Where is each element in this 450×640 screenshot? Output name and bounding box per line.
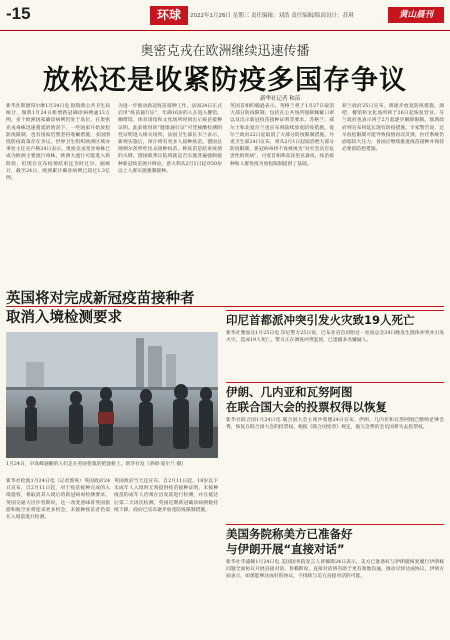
- indonesia-body: 新华社雅加达1月25日电 印尼警方25日说，巴布亚省首府附近一处夜总会24日晚发生群体冲突并引发火灾，造成19人死亡。警方正在调查冲突起因，已逮捕多名嫌疑人。: [226, 331, 444, 344]
- us-headline-line-2: 与伊朗开展“直接对话”: [226, 542, 345, 556]
- lead-byline: 新华社记者 和苗: [260, 96, 301, 102]
- lead-column-2: 为进一步推动新冠疫苗接种工作，法国24日正式启用“疫苗通行证”，年满16岁的人在进入餐馆、咖啡馆、体育场馆和文化场所时须出示疫苗接种证明。此前使用的“健康通行证”可凭核酸检测阴性证明进入相关场所。法国卫生部长韦兰表示，新规实施后，预计将有更多人接种疫苗。德国总理朔尔茨呼吁民众接种疫苗，称疫苗是结束疫情的关键。德国联邦议院将就是否实施普遍强制接种新冠疫苗展开辩论。意大利从2月1日起对50岁以上人群实施强制接种。: [118, 104, 222, 174]
- uk-headline-line-2: 取消入境检测要求: [6, 310, 122, 326]
- photo-caption: 1月24日，早高峰通勤的人们走在英国伦敦的伦敦桥上。新华社发（蒂姆·爱尔兰 摄）: [6, 462, 187, 467]
- us-body: 新华社华盛顿1月24日电 美国国务院发言人普赖斯24日表示，美方已准备好与伊朗就恢复履行伊朗核问题全面协议开展直接对话。普赖斯说，直接对话将有助于更有效地沟通，推动尽快达成协议。伊朗方面表示，如果能够达成好的协议，不排除与美方直接对话的可能。: [226, 560, 444, 580]
- page-number: -15: [6, 4, 31, 23]
- lead-kicker: 奥密克戎在欧洲继续迅速传播: [140, 44, 310, 59]
- section-label: 环球: [150, 6, 188, 25]
- uk-headline: [6, 290, 220, 328]
- iran-story: [226, 382, 444, 515]
- us-story: [226, 524, 444, 639]
- indonesia-headline: 印尼首都派冲突引发火灾致19人死亡: [226, 313, 415, 327]
- iran-headline-line-2: 在联合国大会的投票权得以恢复: [226, 400, 387, 414]
- date-line: 2022年1月26日 星期三 责任编辑：刘浩 责任编辑/版面设计：苏琪: [190, 13, 354, 19]
- iran-body: 新华社联合国1月24日电 联合国大会主席沙希德24日宣布，伊朗、几内亚和瓦努阿图已缴纳足够会费，恢复在联合国大会的投票权。根据《联合国宪章》规定，拖欠会费的会员国将失去投票权。: [226, 418, 444, 431]
- lead-column-1: 新华社斯德哥尔摩1月24日电 据瑞典公共卫生局统计，瑞典1月24日新增新冠确诊病例逾13万例，多个欧洲国家确诊病例仍处于高位。在奥密克戎毒株迅速蔓延的情况下，一些国家开始放松防疫限制，也有国家仍然坚持收紧措施，多国围绕防疫政策存在争议。世界卫生组织欧洲区域办事处主任克卢格24日表示，奥密克戎变异毒株已成为欧洲主要流行毒株，欧洲大流行可能进入新阶段，但现在宣布疫情结束还为时过早。据统计，截至24日，欧洲累计确诊病例已超过1.3亿例。: [6, 104, 110, 182]
- london-bridge-photo: [6, 332, 218, 458]
- indonesia-story: [226, 310, 444, 380]
- lead-headline: 放松还是收紧防疫多国存争议: [43, 65, 407, 96]
- uk-headline-line-1: 英国将对完成新冠疫苗接种者: [6, 291, 195, 307]
- us-headline-line-1: 美国务院称美方已准备好: [226, 527, 353, 541]
- commuters-illustration: [6, 332, 218, 458]
- uk-column-2: 英国政府当天还宣布，自2月11日起，18岁以下未成年人入境时无须提供疫苗接种证明，未接种疫苗的成年人仍须在出发前进行检测，并在抵达后第二天再次检测。英国近期新冠确诊病例数持续下降，政府已宣布逐步放宽防疫限制措施。: [114, 479, 218, 513]
- lead-column-4: 荷兰政府25日宣布，将逐步放宽防疫措施，酒吧、餐馆和文化场所将于26日起恢复营业。芬兰政府也表示将于2月起逐步解除限制。瑞典政府则宣布将延长现有防疫措施。专家警告说，过早放松限制可能导致疫情再次反弹，医疗系统仍面临较大压力，各国应继续推进疫苗接种并保持必要的防控措施。: [342, 104, 444, 153]
- uk-column-1: 新华社伦敦1月24日电（记者郭爽）英国政府24日宣布，自2月11日起，对于疫苗接种完成的入境旅客，将取消其入境后的新冠病毒检测要求。英国交通大臣沙普斯说，这一改变意味着英国旅游和航空业将迎来更多机会，未接种疫苗者仍需在入境前进行检测。: [6, 479, 110, 521]
- iran-headline-line-1: 伊朗、几内亚和瓦努阿图: [226, 385, 353, 399]
- lead-column-3: 英国首相约翰逊表示，英格兰将于1月27日取消大部分防疫限制，包括在公共场所强制佩戴口罩以及出示新冠疫苗接种证明等要求。苏格兰、威尔士和北爱尔兰也宣布将陆续放宽防疫措施。爱尔兰政府22日起取消了大部分防疫限制措施。丹麦卫生部24日宣布，将从2月1日起取消绝大部分防疫限制，新冠病毒将不再被视为“对社会具有危害性的疾病”。丹麦首相弗雷泽里克森说，疫苗接种和人群免疫为放松限制提供了基础。: [230, 104, 334, 167]
- iran-headline: [226, 383, 444, 415]
- us-headline: [226, 525, 444, 557]
- newspaper-logo: 黄山晨刊: [388, 7, 444, 23]
